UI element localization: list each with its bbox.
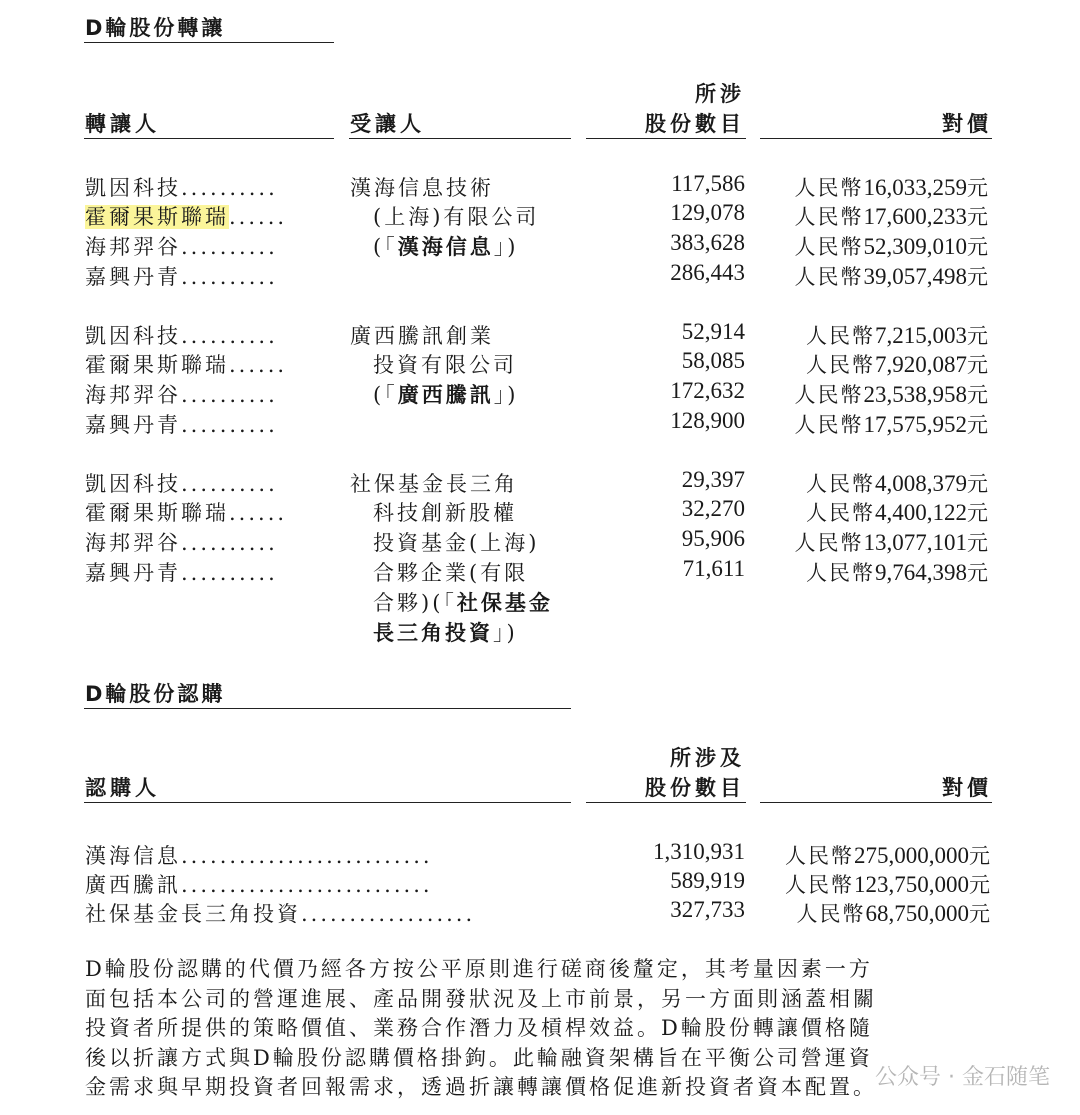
consideration-value: [806, 320, 990, 350]
leader-dots: ......: [229, 353, 288, 377]
amount: 7,920,087: [875, 352, 967, 377]
transferor-label: 凱因科技: [85, 176, 181, 200]
amount: 23,538,958: [863, 382, 967, 407]
currency-prefix: 人民幣: [785, 844, 854, 868]
amount: 17,575,952: [863, 412, 967, 437]
shares-value: 383,628: [670, 230, 745, 255]
transferor-label: 霍爾果斯聯瑞: [85, 205, 229, 229]
amount: 68,750,000: [865, 901, 969, 926]
amount: 275,000,000: [854, 843, 969, 868]
transferee-name: [373, 557, 528, 587]
leader-dots: ..........: [181, 413, 278, 437]
shares-value: 52,914: [681, 319, 745, 344]
paragraph-line: 金需求與早期投資者回報需求，透過折讓轉讓價格促進新投資者資本配置。: [85, 1075, 877, 1099]
amount: 7,215,003: [875, 323, 967, 348]
leader-dots: ..........: [181, 561, 278, 585]
consideration-value: [795, 409, 991, 439]
amount: 13,077,101: [863, 530, 967, 555]
transferor-label: 霍爾果斯聯瑞: [85, 353, 229, 377]
leader-dots: ..........: [181, 265, 278, 289]
shares-value: 128,900: [670, 408, 745, 433]
currency-prefix: 人民幣: [785, 873, 854, 897]
transferee-text: (上海)有限公司: [373, 205, 540, 229]
transferor-label: 凱因科技: [85, 472, 181, 496]
paragraph-line: 投資者所提供的策略價值、業務合作潛力及槓桿效益。D輪股份轉讓價格隨: [85, 1016, 873, 1040]
transferor-name: [85, 497, 287, 527]
col-rule: [760, 138, 992, 139]
currency-prefix: 人民幣: [794, 383, 864, 407]
transferee-text: 」): [493, 235, 519, 259]
col-price: 對價: [942, 776, 992, 800]
section-title-transfer: D輪股份轉讓: [85, 16, 226, 40]
currency-prefix: 人民幣: [806, 561, 875, 585]
shares-value: 327,733: [670, 897, 745, 922]
shares-value: 117,586: [671, 171, 745, 196]
leader-dots: ......: [229, 501, 288, 525]
transferee-name: [373, 231, 518, 261]
consideration-value: [806, 497, 990, 527]
col-transferee: 受讓人: [350, 112, 425, 136]
consideration-value: [795, 261, 991, 291]
currency-prefix: 人民幣: [794, 205, 864, 229]
divider: [84, 42, 334, 43]
col-transferor: 轉讓人: [85, 112, 160, 136]
col-rule: [349, 138, 571, 139]
transferee-defined-term: 社保基金: [456, 591, 553, 615]
currency-suffix: 元: [967, 531, 990, 555]
amount: 4,008,379: [875, 471, 967, 496]
transferee-name: [350, 172, 494, 202]
transferor-name: [85, 409, 278, 439]
currency-suffix: 元: [967, 413, 990, 437]
subscriber-label: 漢海信息: [85, 844, 181, 868]
divider: [84, 708, 571, 709]
subscriber-label: 社保基金長三角投資: [85, 902, 301, 926]
transferee-name: [373, 497, 517, 527]
consideration-value: [797, 898, 993, 928]
paragraph-line: 面包括本公司的營運進展、產品開發狀況及上市前景，另一方面則涵蓋相關: [85, 986, 877, 1011]
transferor-label: 霍爾果斯聯瑞: [85, 501, 229, 525]
transferee-text: 」): [493, 621, 518, 645]
transferor-label: 凱因科技: [85, 324, 181, 348]
currency-prefix: 人民幣: [794, 531, 864, 555]
transferor-name: [85, 231, 278, 261]
transferee-name: [373, 201, 539, 231]
currency-prefix: 人民幣: [794, 176, 864, 200]
transferee-text: 漢海信息技術: [350, 176, 494, 200]
currency-suffix: 元: [967, 501, 990, 525]
amount: 4,400,122: [875, 500, 967, 525]
transferee-text: 合夥)(「: [373, 591, 457, 615]
col-rule: [84, 802, 571, 803]
currency-suffix: 元: [967, 205, 990, 229]
currency-suffix: 元: [969, 902, 992, 926]
amount: 52,309,010: [863, 234, 967, 259]
transferee-text: 投資基金(上海): [373, 531, 540, 555]
transferor-label: 海邦羿谷: [85, 531, 181, 555]
currency-suffix: 元: [967, 472, 990, 496]
transferee-text: 科技創新股權: [373, 501, 517, 525]
shares-value: 58,085: [681, 348, 745, 373]
transferor-label: 海邦羿谷: [85, 235, 181, 259]
leader-dots: ..........: [181, 235, 278, 259]
transferor-label: 嘉興丹青: [85, 561, 181, 585]
amount: 39,057,498: [863, 264, 967, 289]
transferor-name: [85, 320, 278, 350]
transferee-name: [373, 349, 517, 379]
consideration-value: [795, 527, 991, 557]
currency-suffix: 元: [967, 265, 990, 289]
consideration-value: [795, 201, 991, 231]
currency-prefix: 人民幣: [794, 235, 864, 259]
currency-suffix: 元: [967, 561, 990, 585]
subscriber-name: [85, 898, 475, 928]
shares-value: 29,397: [681, 467, 745, 492]
explanatory-paragraph: [85, 955, 877, 1103]
currency-prefix: 人民幣: [806, 353, 875, 377]
col-shares-line1: 所涉及: [670, 746, 745, 770]
transferor-name: [85, 468, 278, 498]
transferor-name: [85, 201, 287, 231]
consideration-value: [806, 349, 990, 379]
transferee-name: [373, 379, 518, 409]
consideration-value: [785, 869, 992, 899]
currency-prefix: 人民幣: [794, 413, 864, 437]
currency-prefix: 人民幣: [806, 501, 875, 525]
consideration-value: [806, 557, 990, 587]
col-shares-line2: 股份數目: [645, 776, 745, 800]
shares-value: 1,310,931: [653, 839, 745, 864]
transferee-text: 社保基金長三角: [350, 472, 518, 496]
col-shares-line1: 所涉: [695, 82, 745, 106]
watermark: 公众号 · 金石随笔: [875, 1065, 1050, 1090]
leader-dots: ..........................: [181, 873, 433, 897]
currency-suffix: 元: [967, 353, 990, 377]
col-rule: [586, 138, 746, 139]
transferee-defined-term: 廣西騰訊: [397, 383, 494, 407]
amount: 16,033,259: [863, 175, 967, 200]
transferor-name: [85, 261, 278, 291]
transferee-name: [373, 587, 553, 617]
shares-value: 172,632: [670, 378, 745, 403]
col-rule: [84, 138, 334, 139]
currency-suffix: 元: [967, 176, 990, 200]
transferee-name: [350, 468, 518, 498]
transferor-name: [85, 527, 278, 557]
amount: 17,600,233: [863, 204, 967, 229]
currency-suffix: 元: [967, 383, 990, 407]
consideration-value: [785, 840, 992, 870]
currency-prefix: 人民幣: [806, 324, 875, 348]
amount: 9,764,398: [875, 560, 967, 585]
paragraph-line: D輪股份認購的代價乃經各方按公平原則進行磋商後釐定，其考量因素一方: [85, 957, 873, 981]
currency-suffix: 元: [969, 873, 992, 897]
currency-suffix: 元: [969, 844, 992, 868]
leader-dots: ..........: [181, 472, 278, 496]
subscriber-name: [85, 840, 433, 870]
transferor-label: 嘉興丹青: [85, 413, 181, 437]
currency-prefix: 人民幣: [806, 472, 875, 496]
transferee-defined-term: 長三角投資: [373, 621, 493, 645]
transferee-text: 廣西騰訊創業: [350, 324, 494, 348]
transferor-name: [85, 557, 278, 587]
consideration-value: [795, 172, 991, 202]
shares-value: 32,270: [681, 496, 745, 521]
col-shares-line2: 股份數目: [645, 112, 745, 136]
col-rule: [586, 802, 746, 803]
consideration-value: [795, 379, 991, 409]
shares-value: 129,078: [670, 200, 745, 225]
shares-value: 71,611: [682, 556, 745, 581]
transferee-name: [373, 617, 518, 647]
leader-dots: ..........: [181, 324, 278, 348]
transferor-name: [85, 349, 287, 379]
col-rule: [760, 802, 992, 803]
transferor-name: [85, 172, 278, 202]
subscriber-label: 廣西騰訊: [85, 873, 181, 897]
leader-dots: ..................: [301, 902, 476, 926]
transferor-label: 海邦羿谷: [85, 383, 181, 407]
currency-suffix: 元: [967, 235, 990, 259]
subscriber-name: [85, 869, 433, 899]
currency-prefix: 人民幣: [796, 902, 866, 926]
transferee-defined-term: 漢海信息: [397, 235, 494, 259]
transferee-name: [373, 527, 539, 557]
section-title-subscription: D輪股份認購: [85, 682, 226, 706]
leader-dots: ..........: [181, 531, 278, 555]
transferee-text: 合夥企業(有限: [373, 561, 529, 585]
consideration-value: [795, 231, 991, 261]
transferee-text: (「: [373, 235, 398, 259]
leader-dots: ..........................: [181, 844, 433, 868]
transferee-text: 」): [493, 383, 519, 407]
transferee-text: 投資有限公司: [373, 353, 517, 377]
paragraph-line: 後以折讓方式與D輪股份認購價格掛鉤。此輪融資架構旨在平衡公司營運資: [85, 1045, 873, 1070]
transferee-text: (「: [373, 383, 398, 407]
col-price: 對價: [942, 112, 992, 136]
shares-value: 95,906: [681, 526, 745, 551]
transferor-label: 嘉興丹青: [85, 265, 181, 289]
transferee-name: [350, 320, 494, 350]
consideration-value: [806, 468, 990, 498]
amount: 123,750,000: [854, 872, 969, 897]
leader-dots: ..........: [181, 176, 278, 200]
shares-value: 286,443: [670, 260, 745, 285]
shares-value: 589,919: [670, 868, 745, 893]
currency-suffix: 元: [967, 324, 990, 348]
currency-prefix: 人民幣: [794, 265, 864, 289]
transferor-name: [85, 379, 278, 409]
leader-dots: ..........: [181, 383, 278, 407]
leader-dots: ......: [229, 205, 288, 229]
col-subscriber: 認購人: [85, 776, 160, 800]
